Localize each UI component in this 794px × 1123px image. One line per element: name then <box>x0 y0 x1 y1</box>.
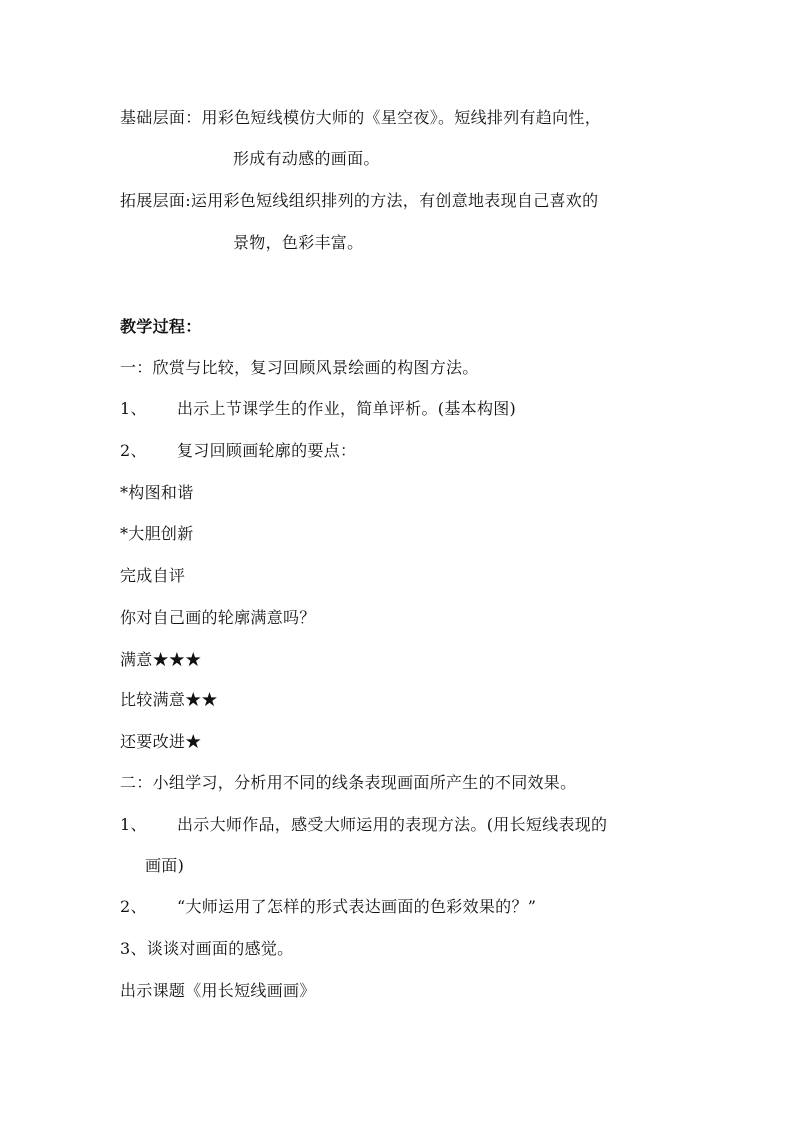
item-number: 1、 <box>120 815 147 834</box>
part1-item-2 <box>120 441 356 461</box>
point-innovation: *大胆创新 <box>120 524 194 543</box>
item-number: 1、 <box>120 399 147 418</box>
rating-needs-improvement: 还要改进★ <box>120 732 202 751</box>
part1-item-1 <box>120 399 516 419</box>
item-text: 出示大师作品，感受大师运用的表现方法。(用长短线表现的 <box>177 815 608 834</box>
objective-basic <box>120 108 601 128</box>
objective-extend-label: 拓展层面: <box>120 191 191 210</box>
part2-item-2 <box>120 897 536 917</box>
rating-satisfied: 满意★★★ <box>120 650 202 669</box>
part2-item-3: 3、谈谈对画面的感觉。 <box>120 939 294 958</box>
part2-title: 二：小组学习，分析用不同的线条表现画面所产生的不同效果。 <box>120 773 577 792</box>
item-text: 出示上节课学生的作业，简单评析。(基本构图) <box>177 399 517 418</box>
point-composition: *构图和谐 <box>120 483 194 502</box>
objective-basic-text: 用彩色短线模仿大师的《星空夜》。短线排列有趋向性， <box>201 108 602 127</box>
process-heading: 教学过程： <box>120 317 202 336</box>
item-text: “大师运用了怎样的形式表达画面的色彩效果的？” <box>177 897 537 916</box>
item-number: 2、 <box>120 441 147 460</box>
objective-extend-text: 运用彩色短线组织排列的方法，有创意地表现自己喜欢的 <box>190 191 599 210</box>
part2-item-1 <box>120 815 607 835</box>
objective-basic-continuation: 形成有动感的画面。 <box>233 149 380 168</box>
self-evaluation-question: 你对自己画的轮廓满意吗？ <box>120 608 316 627</box>
objective-extend <box>120 191 598 211</box>
item-number: 2、 <box>120 897 147 916</box>
item-text: 复习回顾画轮廓的要点： <box>177 441 357 460</box>
self-evaluation-title: 完成自评 <box>120 566 186 585</box>
objective-basic-label: 基础层面： <box>120 108 202 127</box>
part2-item-1-continuation: 画面) <box>145 856 185 875</box>
lesson-topic: 出示课题《用长短线画画》 <box>120 981 316 1000</box>
rating-fairly-satisfied: 比较满意★★ <box>120 690 218 709</box>
objective-extend-continuation: 景物，色彩丰富。 <box>233 233 364 252</box>
part1-title: 一：欣赏与比较，复习回顾风景绘画的构图方法。 <box>120 358 479 377</box>
